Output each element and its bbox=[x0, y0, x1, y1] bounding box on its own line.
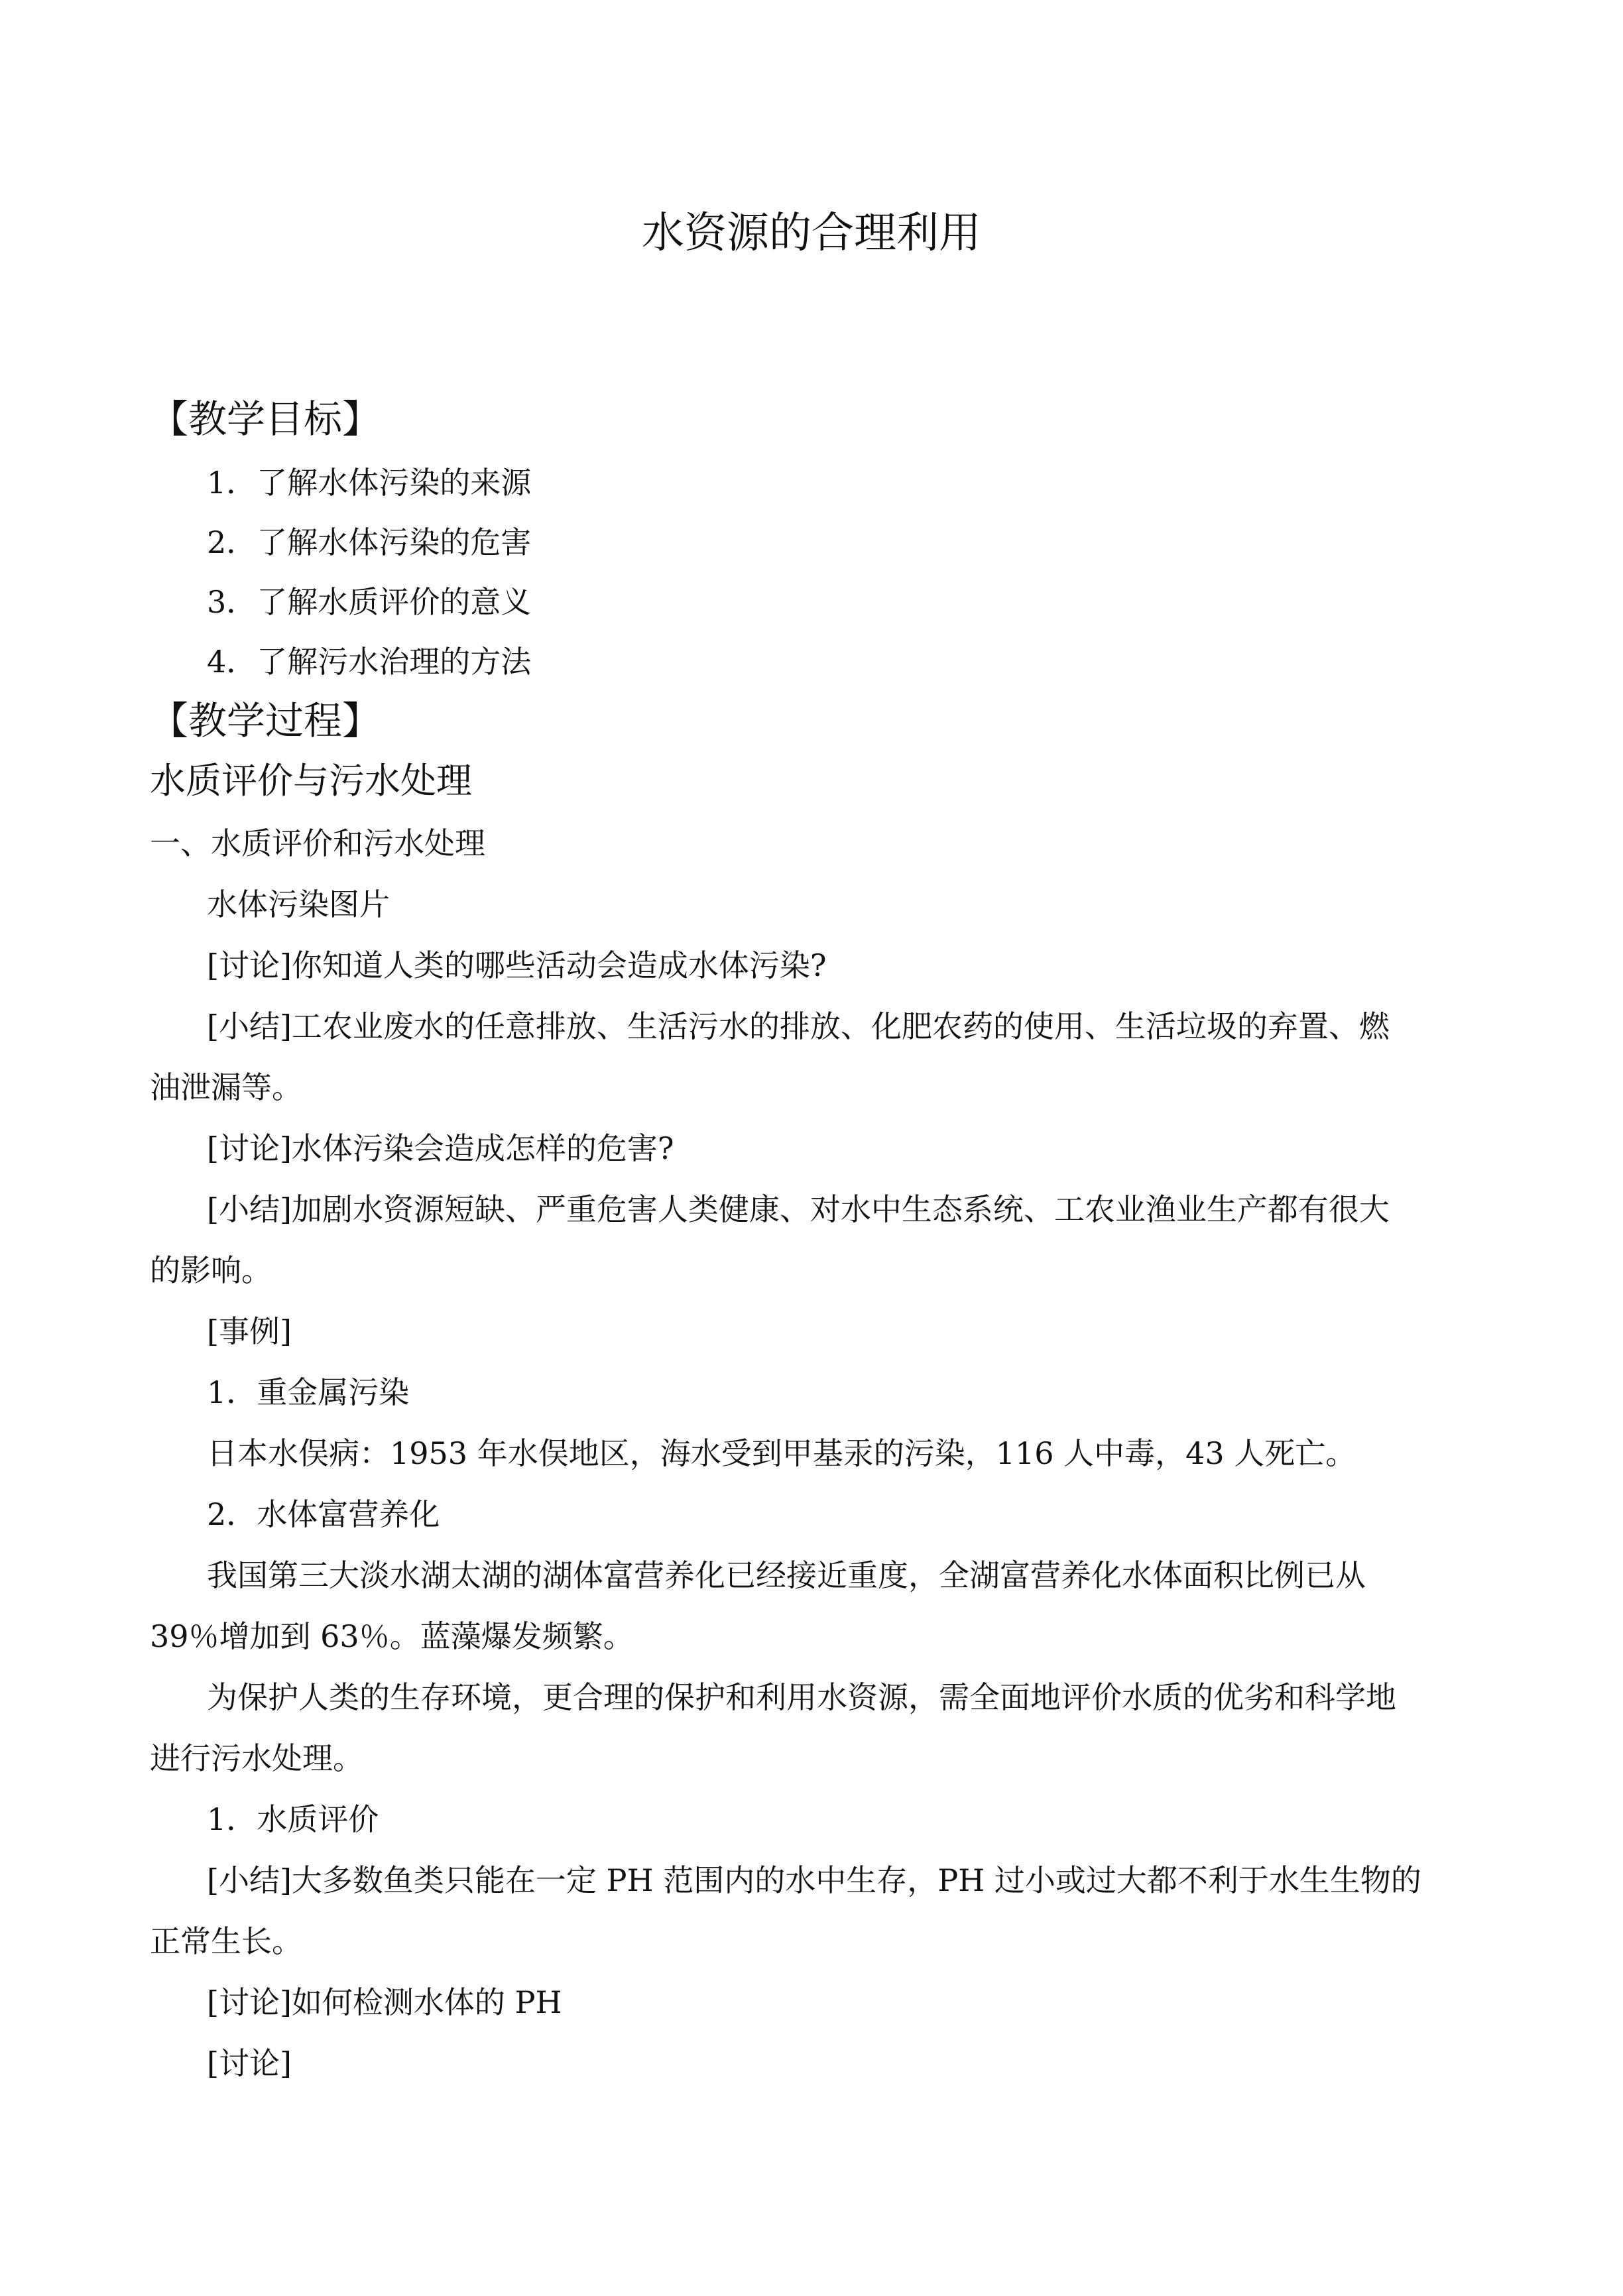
objective-item: 3．了解水质评价的意义 bbox=[207, 584, 532, 620]
paragraph: 正常生长。 bbox=[150, 1923, 302, 1959]
objective-item: 2．了解水体污染的危害 bbox=[207, 524, 532, 560]
paragraph: 进行污水处理。 bbox=[150, 1740, 363, 1776]
paragraph: [讨论] bbox=[207, 2045, 292, 2081]
paragraph: 的影响。 bbox=[150, 1252, 272, 1288]
document-title: 水资源的合理利用 bbox=[642, 209, 981, 258]
paragraph: 我国第三大淡水湖太湖的湖体富营养化已经接近重度，全湖富营养化水体面积比例已从 bbox=[207, 1557, 1366, 1593]
objective-item: 4．了解污水治理的方法 bbox=[207, 644, 532, 680]
paragraph: 1．重金属污染 bbox=[207, 1374, 410, 1410]
objective-item: 1．了解水体污染的来源 bbox=[207, 465, 532, 501]
paragraph: [事例] bbox=[207, 1313, 292, 1349]
section-heading: 一、水质评价和污水处理 bbox=[150, 825, 485, 861]
paragraph: [小结]工农业废水的任意排放、生活污水的排放、化肥农药的使用、生活垃圾的弃置、燃 bbox=[207, 1008, 1390, 1044]
paragraph: [讨论]你知道人类的哪些活动会造成水体污染? bbox=[207, 947, 827, 983]
paragraph: 油泄漏等。 bbox=[150, 1069, 302, 1105]
paragraph: [讨论]如何检测水体的 PH bbox=[207, 1984, 562, 2020]
paragraph: [小结]大多数鱼类只能在一定 PH 范围内的水中生存，PH 过小或过大都不利于水生生物的 bbox=[207, 1862, 1421, 1898]
paragraph: 水体污染图片 bbox=[207, 886, 390, 922]
paragraph: 2．水体富营养化 bbox=[207, 1496, 440, 1532]
objectives-heading: 【教学目标】 bbox=[150, 396, 381, 442]
paragraph: [讨论]水体污染会造成怎样的危害? bbox=[207, 1130, 674, 1166]
process-heading: 【教学过程】 bbox=[150, 698, 381, 743]
paragraph: 39％增加到 63％。蓝藻爆发频繁。 bbox=[150, 1618, 634, 1654]
paragraph: [小结]加剧水资源短缺、严重危害人类健康、对水中生态系统、工农业渔业生产都有很大 bbox=[207, 1191, 1390, 1227]
process-subtitle: 水质评价与污水处理 bbox=[150, 760, 472, 802]
paragraph: 1．水质评价 bbox=[207, 1801, 379, 1837]
paragraph: 日本水俣病：1953 年水俣地区，海水受到甲基汞的污染，116 人中毒，43 人死亡。 bbox=[207, 1435, 1356, 1471]
paragraph: 为保护人类的生存环境，更合理的保护和利用水资源，需全面地评价水质的优劣和科学地 bbox=[207, 1679, 1396, 1715]
